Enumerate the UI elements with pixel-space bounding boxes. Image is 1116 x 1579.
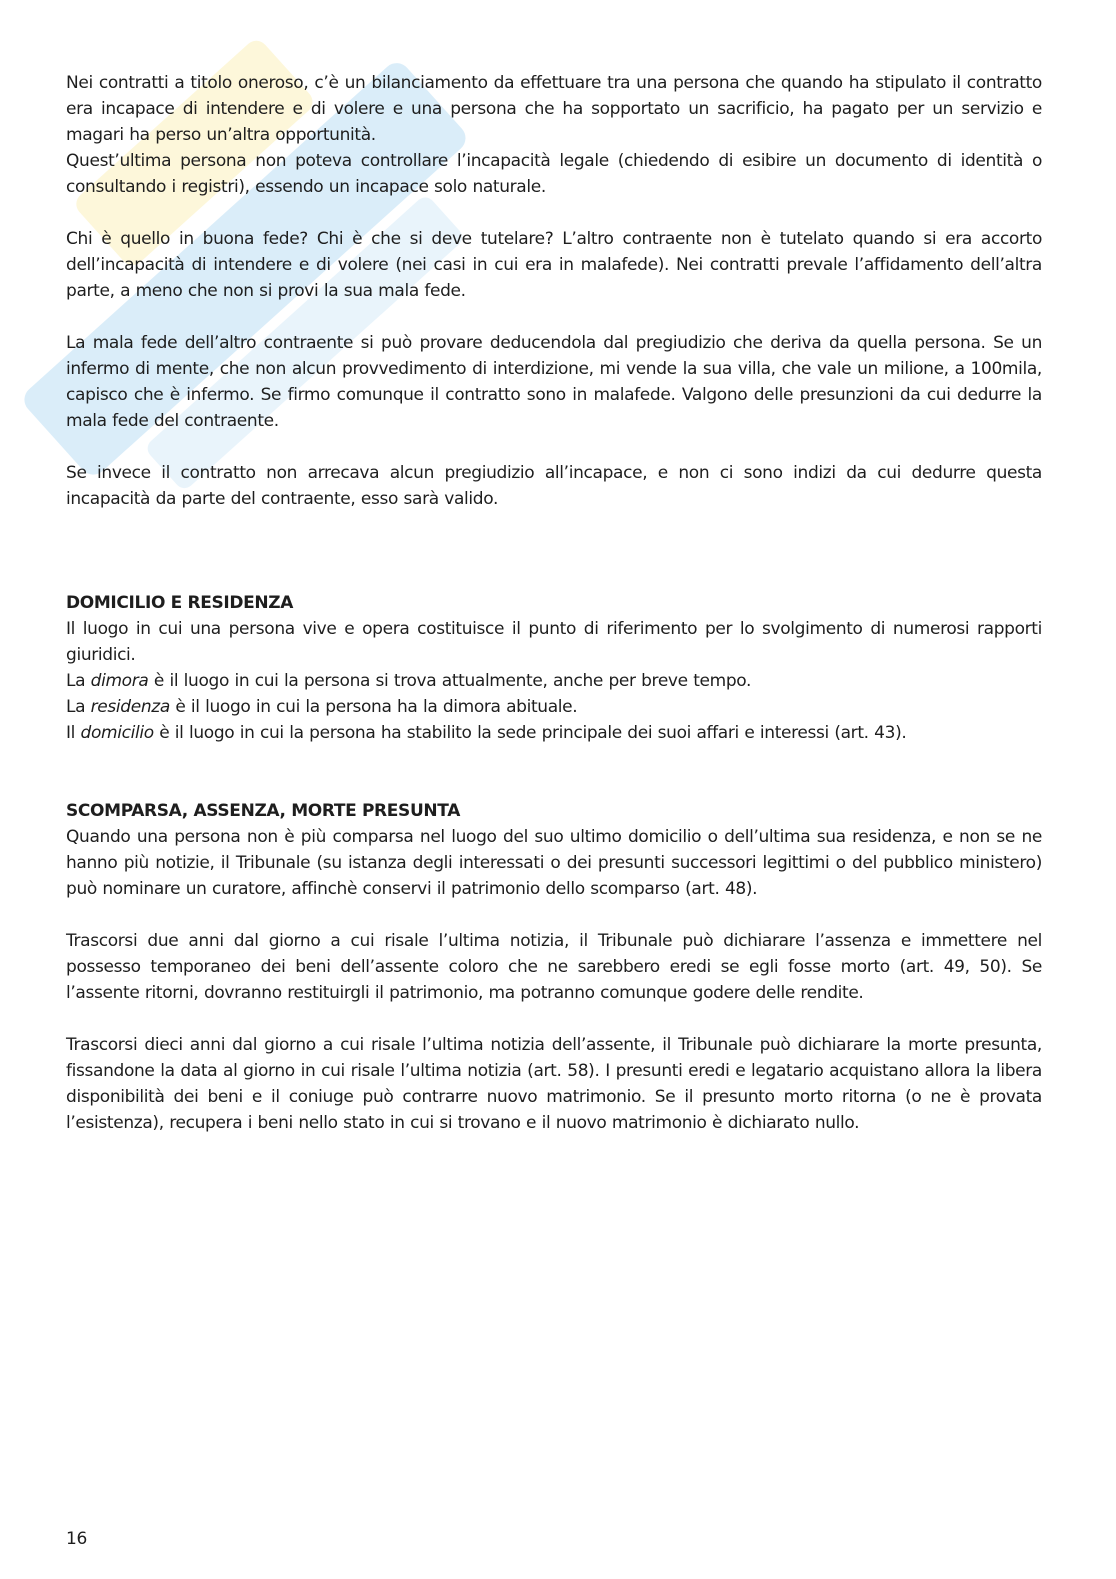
paragraph-luogo-riferimento: Il luogo in cui una persona vive e opera costituisce il punto di riferimento per lo svolgimento di numerosi rapporti giuridici. xyxy=(66,619,1042,665)
term-residenza: residenza xyxy=(90,697,170,717)
paragraph-incapacita-legale: Quest’ultima persona non poteva controllare l’incapacità legale (chiedendo di esibire un documento di identità o consultando i registri), essendo un incapace solo naturale. xyxy=(66,151,1042,197)
term-dimora: dimora xyxy=(90,671,149,691)
definition-domicilio xyxy=(66,720,1042,746)
heading-domicilio-residenza: DOMICILIO E RESIDENZA xyxy=(66,593,294,613)
document-body xyxy=(66,70,1042,1136)
definition-prefix: La xyxy=(66,671,91,691)
term-domicilio: domicilio xyxy=(80,723,154,743)
page-number: 16 xyxy=(66,1529,87,1549)
paragraph-mala-fede: La mala fede dell’altro contraente si può provare deducendola dal pregiudizio che deriva da quella persona. Se un infermo di mente, che non alcun provvedimento di interdizione, mi vende la sua villa, che vale un milione, a 100mila, capisco che è infermo. Se firmo comunque il contratto sono in malafede. Valgono delle presunzioni da cui dedurre la mala fede del contraente. xyxy=(66,333,1042,431)
definition-dimora xyxy=(66,668,1042,694)
definition-text: è il luogo in cui la persona ha stabilito la sede principale dei suoi affari e interessi (art. 43). xyxy=(153,723,907,743)
paragraph-scomparsa: Quando una persona non è più comparsa nel luogo del suo ultimo domicilio o dell’ultima sua residenza, e non se ne hanno più notizie, il Tribunale (su istanza degli interessati o dei presunti successori legittimi o del pubblico ministero) può nominare un curatore, affinchè conservi il patrimonio dello scomparso (art. 48). xyxy=(66,827,1042,899)
paragraph-contratto-valido: Se invece il contratto non arrecava alcun pregiudizio all’incapace, e non ci sono indizi da cui dedurre questa incapacità da parte del contraente, esso sarà valido. xyxy=(66,463,1042,509)
definition-residenza xyxy=(66,694,1042,720)
definition-prefix: Il xyxy=(66,723,81,743)
paragraph-morte-presunta: Trascorsi dieci anni dal giorno a cui risale l’ultima notizia dell’assente, il Tribunale può dichiarare la morte presunta, fissandone la data al giorno in cui risale l’ultima notizia (art. 58). I presunti eredi e legatario acquistano allora la libera disponibilità dei beni e il coniuge può contrarre nuovo matrimonio. Se il presunto morto ritorna (o ne è provata l’esistenza), recupera i beni nello stato in cui si trovano e il nuovo matrimonio è dichiarato nullo. xyxy=(66,1035,1042,1133)
heading-scomparsa-assenza-morte-presunta: SCOMPARSA, ASSENZA, MORTE PRESUNTA xyxy=(66,801,461,821)
definition-text: è il luogo in cui la persona ha la dimora abituale. xyxy=(169,697,578,717)
paragraph-buona-fede: Chi è quello in buona fede? Chi è che si deve tutelare? L’altro contraente non è tutelato quando si era accorto dell’incapacità di intendere e di volere (nei casi in cui era in malafede). Nei contratti prevale l’affidamento dell’altra parte, a meno che non si provi la sua mala fede. xyxy=(66,229,1042,301)
paragraph-assenza: Trascorsi due anni dal giorno a cui risale l’ultima notizia, il Tribunale può dichiarare l’assenza e immettere nel possesso temporaneo dei beni dell’assente coloro che ne sarebbero eredi se egli fosse morto (art. 49, 50). Se l’assente ritorni, dovranno restituirgli il patrimonio, ma potranno comunque godere delle rendite. xyxy=(66,931,1042,1003)
definition-prefix: La xyxy=(66,697,91,717)
definition-text: è il luogo in cui la persona si trova attualmente, anche per breve tempo. xyxy=(148,671,752,691)
paragraph-contratti-onerosi: Nei contratti a titolo oneroso, c’è un bilanciamento da effettuare tra una persona che quando ha stipulato il contratto era incapace di intendere e di volere e una persona che ha sopportato un sacrificio, ha pagato per un servizio e magari ha perso un’altra opportunità. xyxy=(66,73,1042,145)
